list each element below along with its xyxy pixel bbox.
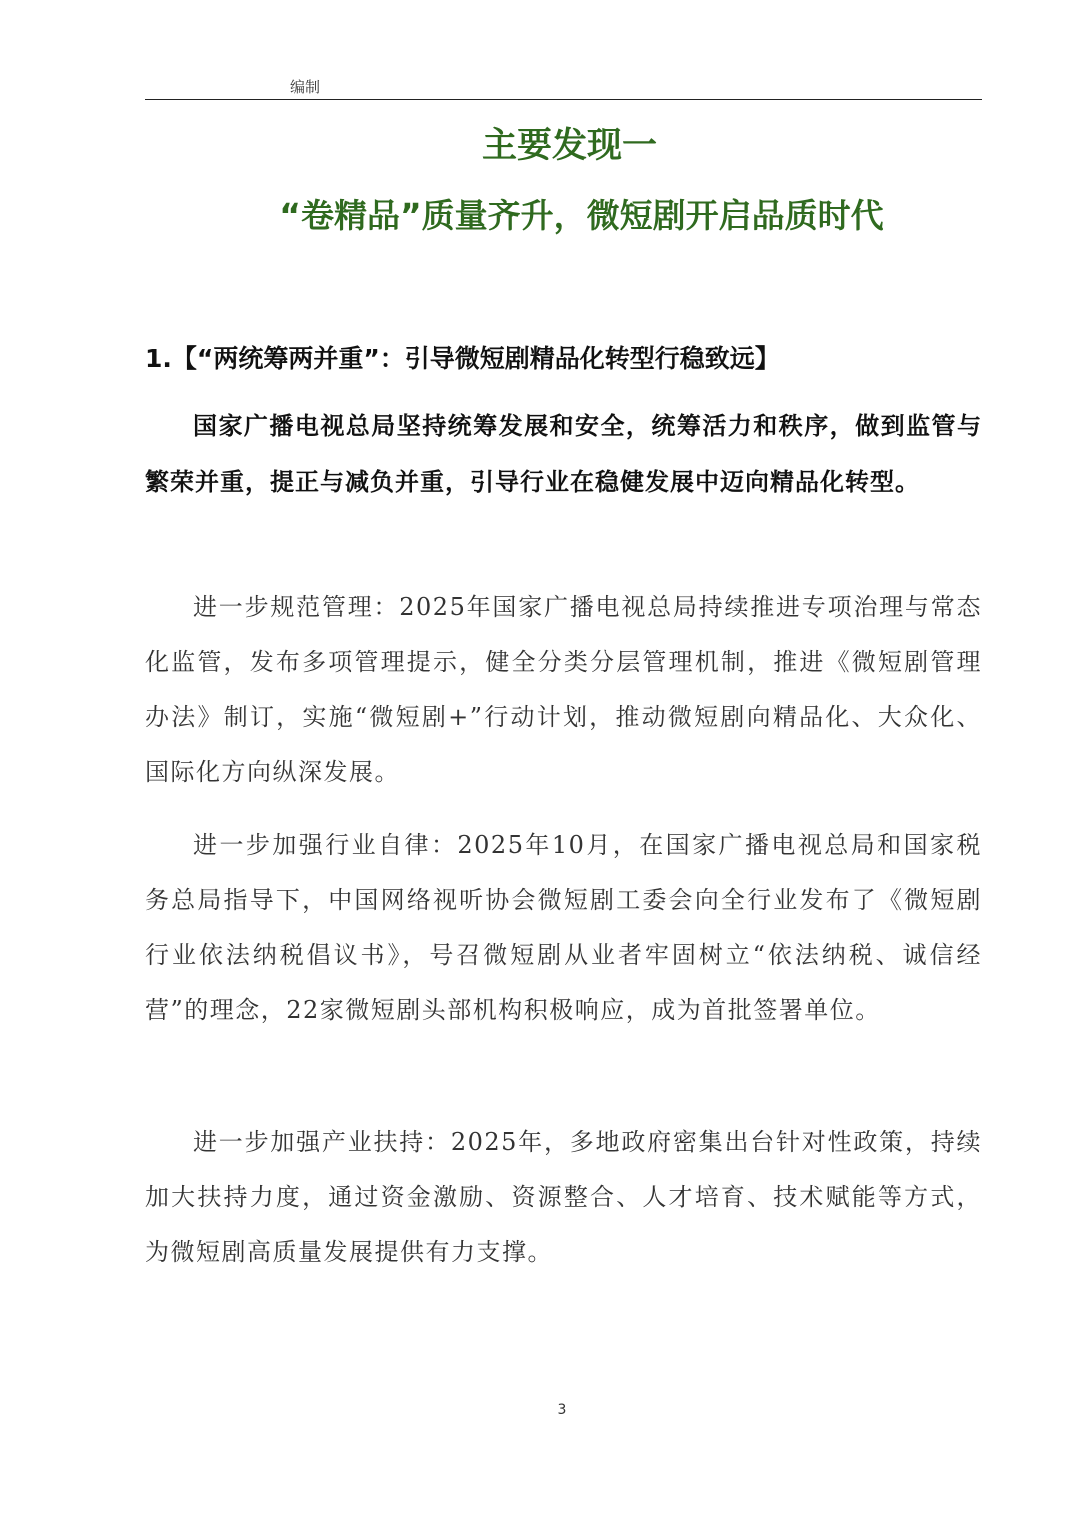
page-number: 3 — [557, 1402, 567, 1418]
paragraph-industry-support: 进一步加强产业扶持：2025年，多地政府密集出台针对性政策，持续加大扶持力度，通过资金激励、资源整合、人才培育、技术赋能等方式，为微短剧高质量发展提供有力支撑。 — [145, 1128, 982, 1266]
page-title: 主要发现一 — [481, 126, 657, 166]
section-heading: 1.【“两统筹两并重”：引导微短剧精品化转型行稳致远】 — [145, 344, 780, 373]
header-divider — [145, 99, 982, 100]
page-subtitle: “卷精品”质量齐升，微短剧开启品质时代 — [279, 196, 884, 235]
summary-paragraph: 国家广播电视总局坚持统筹发展和安全，统筹活力和秩序，做到监管与繁荣并重，提正与减负并重，引导行业在稳健发展中迈向精品化转型。 — [145, 412, 982, 496]
paragraph-self-discipline: 进一步加强行业自律：2025年10月，在国家广播电视总局和国家税务总局指导下，中国网络视听协会微短剧工委会向全行业发布了《微短剧行业依法纳税倡议书》，号召微短剧从业者牢固树立“依法纳税、诚信经营”的理念，22家微短剧头部机构积极响应，成为首批签署单位。 — [145, 831, 982, 1024]
header-label: 编制 — [290, 78, 321, 96]
paragraph-regulation: 进一步规范管理：2025年国家广播电视总局持续推进专项治理与常态化监管，发布多项管理提示，健全分类分层管理机制，推进《微短剧管理办法》制订，实施“微短剧+”行动计划，推动微短剧向精品化、大众化、国际化方向纵深发展。 — [145, 593, 982, 786]
